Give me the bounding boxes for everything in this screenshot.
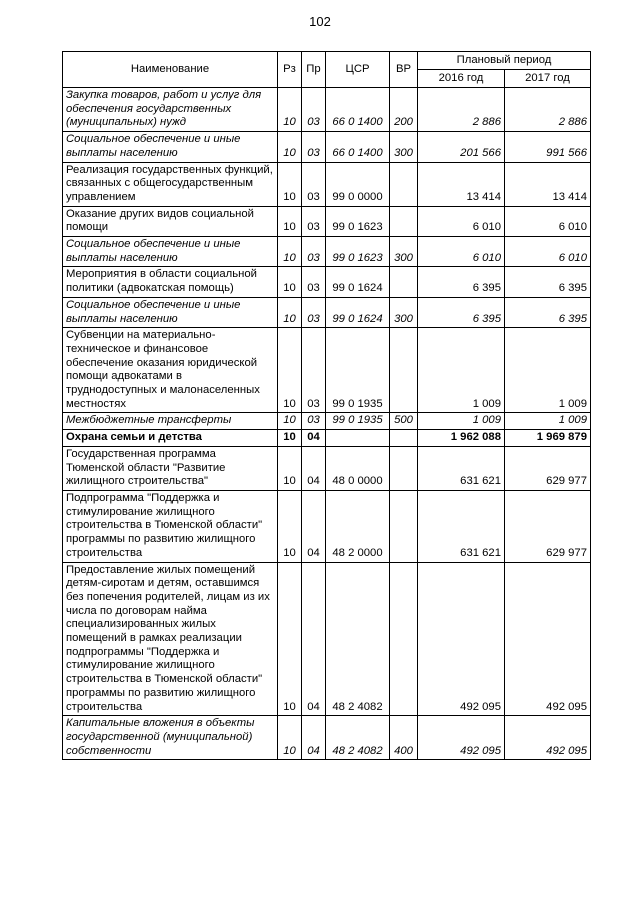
cell-pr: 04: [302, 430, 326, 447]
cell-rz: 10: [278, 267, 302, 297]
cell-pr: 03: [302, 88, 326, 132]
cell-vr: [390, 267, 418, 297]
cell-vr: [390, 430, 418, 447]
table-row: [63, 562, 591, 716]
cell-pr: 03: [302, 328, 326, 413]
cell-2017: 629 977: [505, 490, 591, 562]
cell-2016: 6 395: [418, 267, 505, 297]
cell-rz: 10: [278, 490, 302, 562]
cell-pr: 03: [302, 206, 326, 236]
cell-rz: 10: [278, 446, 302, 490]
cell-2016: 1 009: [418, 413, 505, 430]
cell-name: Реализация государственных функций, связанных с общегосударственным управлением: [63, 162, 278, 206]
cell-name: Закупка товаров, работ и услуг для обеспечения государственных (муниципальных) нужд: [63, 88, 278, 132]
cell-csr: 99 0 0000: [326, 162, 390, 206]
cell-rz: 10: [278, 162, 302, 206]
cell-2016: 492 095: [418, 716, 505, 760]
cell-pr: 04: [302, 446, 326, 490]
header-vr: ВР: [390, 52, 418, 88]
cell-name: Мероприятия в области социальной политики (адвокатская помощь): [63, 267, 278, 297]
cell-csr: 48 2 0000: [326, 490, 390, 562]
cell-name: Капитальные вложения в объекты государственной (муниципальной) собственности: [63, 716, 278, 760]
cell-rz: 10: [278, 328, 302, 413]
cell-pr: 03: [302, 267, 326, 297]
cell-2016: 201 566: [418, 132, 505, 162]
cell-2017: 6 395: [505, 267, 591, 297]
cell-pr: 03: [302, 162, 326, 206]
cell-vr: [390, 328, 418, 413]
cell-csr: 99 0 1935: [326, 328, 390, 413]
table-row: [63, 716, 591, 760]
cell-name: Субвенции на материально-техническое и финансовое обеспечение оказания юридической помощи адвокатами в труднодоступных и малонаселенных местностях: [63, 328, 278, 413]
cell-name: Предоставление жилых помещений детям-сиротам и детям, оставшимся без попечения родителей, лицам из их числа по договорам найма специализированных жилых помещений в рамках реализации подпрограммы "Поддержка и стимулирование жилищного строительства в Тюменской области" программы по развитию жилищного строительства: [63, 562, 278, 716]
budget-table: [62, 51, 591, 760]
table-row: [63, 297, 591, 327]
table-row: [63, 328, 591, 413]
cell-2016: 2 886: [418, 88, 505, 132]
table-row: [63, 490, 591, 562]
cell-2017: 629 977: [505, 446, 591, 490]
cell-2017: 6 010: [505, 206, 591, 236]
header-rz: Рз: [278, 52, 302, 88]
table-row: [63, 430, 591, 447]
cell-csr: [326, 430, 390, 447]
cell-pr: 03: [302, 413, 326, 430]
cell-name: Оказание других видов социальной помощи: [63, 206, 278, 236]
cell-vr: [390, 490, 418, 562]
cell-vr: 300: [390, 132, 418, 162]
cell-csr: 99 0 1623: [326, 237, 390, 267]
cell-2016: 6 010: [418, 206, 505, 236]
table-row: [63, 132, 591, 162]
cell-rz: 10: [278, 562, 302, 716]
cell-csr: 99 0 1624: [326, 267, 390, 297]
cell-name: Социальное обеспечение и иные выплаты населению: [63, 237, 278, 267]
cell-pr: 04: [302, 716, 326, 760]
cell-2017: 492 095: [505, 716, 591, 760]
cell-2016: 13 414: [418, 162, 505, 206]
cell-pr: 03: [302, 237, 326, 267]
cell-2016: 6 395: [418, 297, 505, 327]
cell-csr: 99 0 1935: [326, 413, 390, 430]
cell-csr: 48 0 0000: [326, 446, 390, 490]
cell-2017: 991 566: [505, 132, 591, 162]
cell-2017: 492 095: [505, 562, 591, 716]
cell-csr: 48 2 4082: [326, 562, 390, 716]
table-row: [63, 162, 591, 206]
cell-name: Межбюджетные трансферты: [63, 413, 278, 430]
cell-vr: 300: [390, 237, 418, 267]
cell-csr: 66 0 1400: [326, 132, 390, 162]
cell-pr: 04: [302, 490, 326, 562]
cell-csr: 99 0 1624: [326, 297, 390, 327]
header-year-2016: 2016 год: [418, 70, 505, 88]
table-row: [63, 446, 591, 490]
page-number: 102: [309, 14, 331, 29]
cell-name: Социальное обеспечение и иные выплаты населению: [63, 132, 278, 162]
header-csr: ЦСР: [326, 52, 390, 88]
table-row: [63, 88, 591, 132]
header-name: Наименование: [63, 52, 278, 88]
header-planned-period: Плановый период: [418, 52, 591, 70]
header-year-2017: 2017 год: [505, 70, 591, 88]
cell-2016: 1 009: [418, 328, 505, 413]
cell-rz: 10: [278, 132, 302, 162]
cell-2017: 1 009: [505, 413, 591, 430]
cell-2017: 13 414: [505, 162, 591, 206]
table-row: [63, 237, 591, 267]
cell-vr: [390, 562, 418, 716]
cell-rz: 10: [278, 88, 302, 132]
header-pr: Пр: [302, 52, 326, 88]
cell-rz: 10: [278, 430, 302, 447]
cell-2016: 1 962 088: [418, 430, 505, 447]
cell-csr: 48 2 4082: [326, 716, 390, 760]
cell-pr: 03: [302, 297, 326, 327]
cell-rz: 10: [278, 237, 302, 267]
cell-2016: 631 621: [418, 490, 505, 562]
cell-name: Социальное обеспечение и иные выплаты населению: [63, 297, 278, 327]
cell-vr: [390, 206, 418, 236]
cell-rz: 10: [278, 206, 302, 236]
cell-2017: 1 969 879: [505, 430, 591, 447]
cell-2017: 2 886: [505, 88, 591, 132]
cell-rz: 10: [278, 297, 302, 327]
cell-2017: 6 010: [505, 237, 591, 267]
cell-2016: 6 010: [418, 237, 505, 267]
cell-rz: 10: [278, 413, 302, 430]
cell-pr: 04: [302, 562, 326, 716]
cell-2017: 1 009: [505, 328, 591, 413]
cell-name: Охрана семьи и детства: [63, 430, 278, 447]
cell-pr: 03: [302, 132, 326, 162]
cell-vr: [390, 162, 418, 206]
cell-vr: 200: [390, 88, 418, 132]
cell-2016: 492 095: [418, 562, 505, 716]
cell-rz: 10: [278, 716, 302, 760]
cell-csr: 99 0 1623: [326, 206, 390, 236]
cell-vr: 500: [390, 413, 418, 430]
cell-vr: 400: [390, 716, 418, 760]
cell-name: Государственная программа Тюменской области "Развитие жилищного строительства": [63, 446, 278, 490]
cell-vr: [390, 446, 418, 490]
table-body: [63, 88, 591, 760]
table-row: [63, 413, 591, 430]
table-row: [63, 206, 591, 236]
cell-vr: 300: [390, 297, 418, 327]
table-row: [63, 267, 591, 297]
cell-2016: 631 621: [418, 446, 505, 490]
cell-name: Подпрограмма "Поддержка и стимулирование жилищного строительства в Тюменской области" программы по развитию жилищного строительства: [63, 490, 278, 562]
cell-csr: 66 0 1400: [326, 88, 390, 132]
table-header-row: [63, 52, 591, 70]
cell-2017: 6 395: [505, 297, 591, 327]
